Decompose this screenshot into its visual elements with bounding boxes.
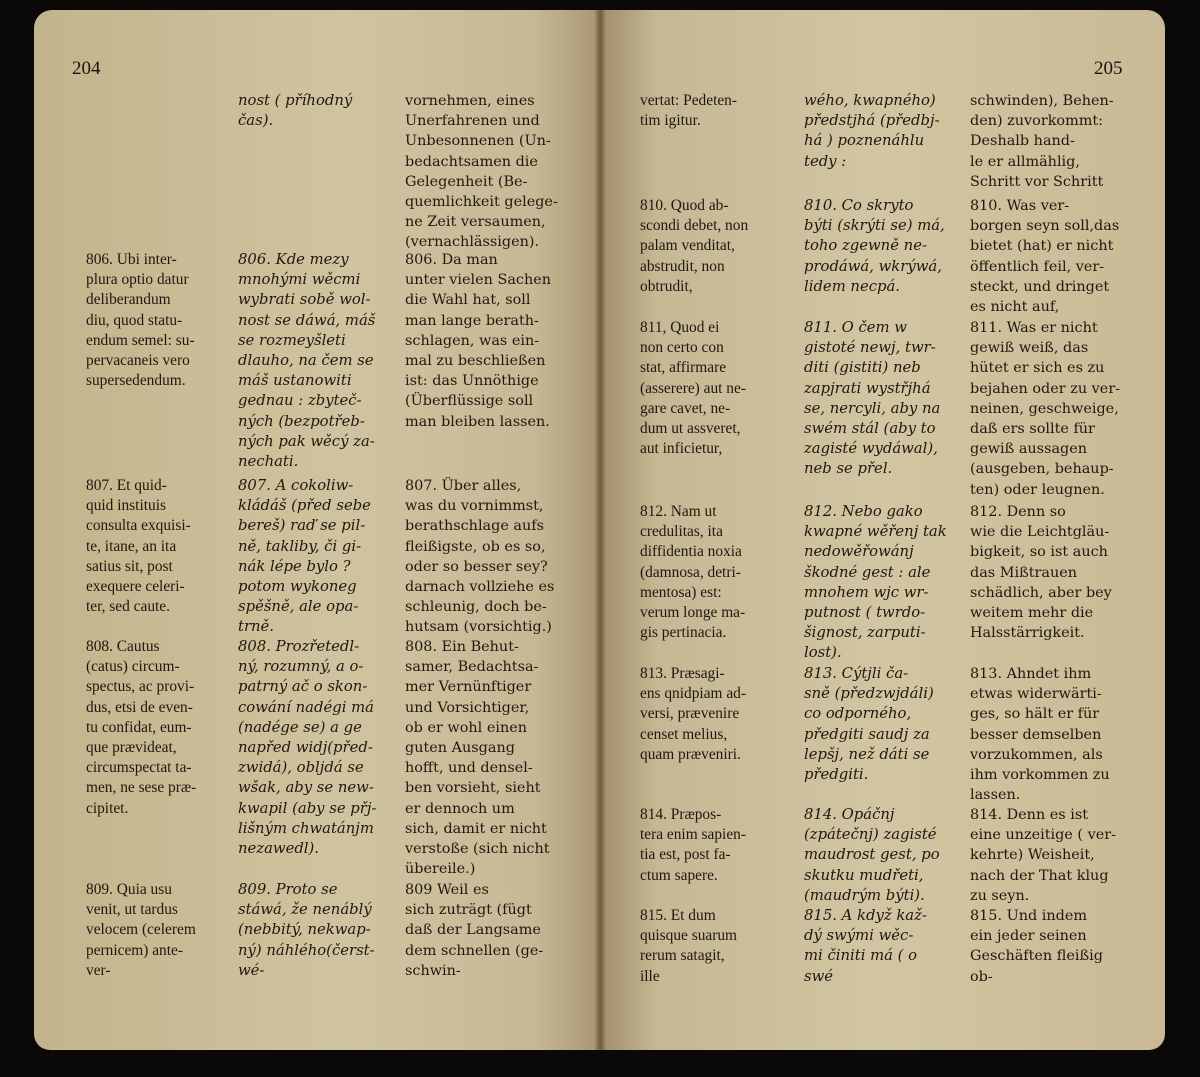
- text-line: zwidá), obljdá se: [238, 759, 364, 777]
- book-gutter: [594, 10, 606, 1050]
- text-line: gis pertinacia.: [640, 624, 727, 642]
- text-line: weitem mehr die: [970, 605, 1094, 622]
- text-line: ist: das Unnöthige: [405, 373, 539, 390]
- text-line: stáwá, že nenáblý: [238, 901, 372, 919]
- text-line: lepšj, než dáti se: [804, 745, 930, 763]
- text-line: prodáwá, wkrýwá,: [804, 257, 942, 275]
- text-line: wého, kwapného): [804, 92, 936, 109]
- text-line: 815. Et dum: [640, 907, 716, 924]
- text-line: 813. Præsagi-: [640, 665, 725, 682]
- text-line: deliberandum: [86, 291, 171, 309]
- text-line: maudrost gest, po: [804, 846, 940, 864]
- text-line: stat, affirmare: [640, 359, 727, 377]
- text-line: 811. O čem w: [804, 319, 907, 336]
- text-line: lišným chwatánjm: [238, 819, 374, 837]
- text-line: ných (bezpotřeb-: [238, 412, 365, 430]
- text-line: Halsstärrigkeit.: [970, 625, 1085, 642]
- text-line: was du vornimmst,: [405, 498, 544, 515]
- text-line: dý swými wěc-: [804, 927, 914, 945]
- text-line: censet melius,: [640, 725, 728, 743]
- text-line: napřed widj(před-: [238, 739, 373, 757]
- text-line: kehrte) Weisheit,: [970, 847, 1095, 864]
- entry-block: [640, 805, 800, 886]
- text-line: wé-: [238, 961, 265, 979]
- text-line: ný, rozumný, a o-: [238, 658, 364, 676]
- text-line: neinen, geschweige,: [970, 400, 1119, 417]
- text-line: tia est, post fa-: [640, 846, 731, 864]
- text-line: le er allmählig,: [970, 153, 1080, 170]
- entry-block: [405, 880, 568, 981]
- text-line: borgen seyn soll,das: [970, 218, 1120, 235]
- text-line: diffidentia noxia: [640, 543, 742, 561]
- text-line: 811, Quod ei: [640, 319, 720, 336]
- entry-block: [970, 906, 1132, 987]
- text-line: 809. Proto se: [238, 881, 338, 898]
- text-line: bedachtsamen die: [405, 153, 538, 170]
- text-line: übereile.): [405, 861, 476, 878]
- text-line: credulitas, ita: [640, 523, 723, 541]
- entry-block: [804, 805, 964, 906]
- text-line: toho zgewně ne-: [804, 237, 927, 255]
- text-line: que prævideat,: [86, 739, 177, 757]
- text-line: 812. Denn so: [970, 504, 1066, 520]
- entry-block: [970, 805, 1132, 906]
- text-line: supersedendum.: [86, 372, 186, 390]
- text-line: bereš) raď se pil-: [238, 517, 366, 535]
- text-line: (damnosa, detri-: [640, 563, 741, 581]
- text-line: ně, takliby, či gi-: [238, 537, 362, 555]
- left-latin-column: [86, 0, 234, 1077]
- text-line: aut inficietur,: [640, 440, 723, 458]
- entry-block: [86, 476, 234, 617]
- text-line: und Vorsichtiger,: [405, 699, 530, 716]
- text-line: se, nercyli, aby na: [804, 399, 941, 417]
- entry-block: [640, 664, 800, 765]
- text-line: máš ustanowiti: [238, 372, 352, 390]
- entry-block: [640, 906, 800, 987]
- text-line: öffentlich feil, ver-: [970, 258, 1105, 275]
- entry-block: [970, 318, 1132, 500]
- text-line: schwin-: [405, 962, 461, 979]
- text-line: swé: [804, 967, 834, 985]
- text-line: man bleiben lassen.: [405, 413, 550, 430]
- text-line: quemlichkeit gelege-: [405, 194, 558, 211]
- text-line: gistoté newj, twr-: [804, 339, 936, 357]
- text-line: (catus) circum-: [86, 658, 180, 676]
- text-line: vorzukommen, als: [970, 746, 1103, 763]
- text-line: tu confidat, eum-: [86, 718, 192, 736]
- text-line: es nicht auf,: [970, 299, 1060, 316]
- text-line: das Mißtrauen: [970, 564, 1077, 581]
- text-line: gewiß weiß, das: [970, 340, 1089, 357]
- text-line: schwinden), Behen-: [970, 93, 1114, 109]
- text-line: abstrudit, non: [640, 257, 725, 275]
- text-line: guten Ausgang: [405, 740, 515, 757]
- text-line: 809. Quia usu: [86, 881, 172, 898]
- text-line: eine unzeitige ( ver-: [970, 827, 1116, 844]
- text-line: 811. Was er nicht: [970, 320, 1098, 336]
- text-line: 815. Und indem: [970, 908, 1088, 924]
- text-line: 810. Quod ab-: [640, 197, 729, 214]
- text-line: 807. Et quid-: [86, 477, 167, 494]
- entry-block: [238, 880, 398, 981]
- text-line: hutsam (vorsichtig.): [405, 619, 552, 636]
- text-line: pervacaneis vero: [86, 352, 190, 370]
- text-line: ben vorsieht, sieht: [405, 780, 541, 797]
- text-line: šignost, zarputi-: [804, 624, 926, 642]
- text-line: ten) oder leugnen.: [970, 481, 1105, 498]
- text-line: 807. Über alles,: [405, 478, 522, 494]
- text-line: spěšně, ale opa-: [238, 598, 359, 616]
- text-line: 807. A cokoliw-: [238, 477, 354, 494]
- text-line: mentosa) est:: [640, 583, 722, 601]
- text-line: dum ut assveret,: [640, 420, 741, 438]
- entry-block: [238, 91, 398, 131]
- text-line: 806. Kde mezy: [238, 251, 349, 268]
- left-german-column: [405, 0, 568, 1077]
- right-page-number: 205: [1094, 58, 1123, 79]
- text-line: 810. Co skryto: [804, 197, 914, 214]
- text-line: vornehmen, eines: [405, 93, 535, 109]
- text-line: tedy :: [804, 152, 847, 170]
- text-line: circumspectat ta-: [86, 759, 192, 777]
- text-line: 814. Opáčnj: [804, 806, 895, 823]
- text-line: 813. Ahndet ihm: [970, 666, 1092, 682]
- text-line: 810. Was ver-: [970, 198, 1070, 214]
- text-line: tim igitur.: [640, 112, 701, 130]
- text-line: ctum sapere.: [640, 866, 718, 884]
- entry-block: [405, 637, 568, 879]
- text-line: sich zuträgt (fügt: [405, 902, 532, 919]
- right-czech-column: [804, 0, 964, 1077]
- text-line: předgiti saudj za: [804, 725, 930, 743]
- text-line: 808. Prozřetedl-: [238, 638, 360, 655]
- text-line: scondi debet, non: [640, 217, 749, 235]
- text-line: 808. Cautus: [86, 638, 160, 655]
- text-line: zapjrati wystřjhá: [804, 379, 931, 397]
- text-line: býti (skrýti se) má,: [804, 217, 945, 235]
- text-line: (Überflüssige soll: [405, 393, 534, 410]
- text-line: ob er wohl einen: [405, 719, 528, 736]
- text-line: non certo con: [640, 339, 724, 357]
- text-line: 809 Weil es: [405, 882, 489, 898]
- text-line: plura optio datur: [86, 271, 189, 289]
- text-line: mnohem wjc wr-: [804, 583, 929, 601]
- text-line: men, ne sese præ-: [86, 779, 197, 797]
- text-line: ný) náhlého(čerst-: [238, 941, 375, 959]
- entry-block: [405, 476, 568, 638]
- entry-block: [804, 91, 964, 172]
- text-line: mi činiti má ( o: [804, 947, 918, 965]
- text-line: dlauho, na čem se: [238, 352, 374, 370]
- entry-block: [970, 91, 1132, 192]
- text-line: wybrati sobě wol-: [238, 291, 371, 309]
- text-line: te, itane, an ita: [86, 537, 177, 555]
- text-line: mal zu beschließen: [405, 353, 546, 370]
- text-line: diti (gistiti) neb: [804, 359, 921, 377]
- text-line: kládáš (před sebe: [238, 497, 371, 515]
- text-line: diu, quod statu-: [86, 311, 183, 329]
- text-line: wie die Leichtgläu-: [970, 524, 1110, 541]
- text-line: vertat: Pedeten-: [640, 92, 738, 109]
- text-line: dus, etsi de even-: [86, 698, 193, 716]
- text-line: bejahen oder zu ver-: [970, 380, 1121, 397]
- text-line: velocem (celerem: [86, 921, 196, 939]
- text-line: ens qnidpiam ad-: [640, 685, 746, 703]
- text-line: 806. Da man: [405, 252, 498, 268]
- text-line: swém stál (aby to: [804, 420, 936, 438]
- text-line: cipitet.: [86, 799, 129, 817]
- text-line: venit, ut tardus: [86, 901, 178, 919]
- text-line: nost ( příhodný: [238, 92, 353, 109]
- text-line: nechati.: [238, 453, 299, 471]
- text-line: 806. Ubi inter-: [86, 251, 177, 268]
- entry-block: [804, 318, 964, 480]
- text-line: čas).: [238, 112, 274, 130]
- text-line: škodné gest : ale: [804, 563, 931, 581]
- entry-block: [238, 476, 398, 638]
- text-line: ných pak wěcý za-: [238, 432, 375, 450]
- text-line: quid instituis: [86, 497, 166, 515]
- entry-block: [804, 502, 964, 664]
- text-line: Unerfahrenen und: [405, 113, 540, 130]
- text-line: lassen.: [970, 787, 1021, 804]
- text-line: skutku mudřeti,: [804, 866, 924, 884]
- text-line: Deshalb hand-: [970, 133, 1075, 150]
- text-line: bigkeit, so ist auch: [970, 544, 1108, 561]
- text-line: ver-: [86, 961, 111, 979]
- text-line: se rozmeyšleti: [238, 331, 346, 349]
- text-line: sně (předzwjdáli): [804, 685, 934, 703]
- text-line: ein jeder seinen: [970, 928, 1087, 945]
- text-line: sich, damit er nicht: [405, 820, 547, 837]
- text-line: den) zuvorkommt:: [970, 113, 1104, 130]
- text-line: trně.: [238, 618, 275, 636]
- text-line: cowání nadégi má: [238, 698, 374, 716]
- text-line: quisque suarum: [640, 927, 738, 945]
- entry-block: [86, 637, 234, 819]
- text-line: man lange berath-: [405, 312, 539, 329]
- text-line: předstjhá (předbj-: [804, 112, 940, 130]
- text-line: 813. Cýtjli ča-: [804, 665, 909, 682]
- text-line: předgiti.: [804, 766, 869, 784]
- text-line: daß ers sollte für: [970, 421, 1095, 438]
- text-line: rerum satagit,: [640, 947, 725, 965]
- text-line: obtrudit,: [640, 277, 693, 295]
- text-line: (ausgeben, behaup-: [970, 461, 1114, 478]
- text-line: dem schnellen (ge-: [405, 942, 544, 959]
- text-line: 814. Denn es ist: [970, 807, 1089, 823]
- entry-block: [238, 637, 398, 859]
- text-line: ihm vorkommen zu: [970, 767, 1110, 784]
- text-line: satius sit, post: [86, 557, 173, 575]
- text-line: lidem necpá.: [804, 277, 900, 295]
- text-line: zu seyn.: [970, 887, 1030, 904]
- text-line: 812. Nam ut: [640, 503, 717, 520]
- text-line: (nebbitý, nekwap-: [238, 921, 371, 939]
- text-line: Gelegenheit (Be-: [405, 173, 528, 190]
- text-line: putnost ( twrdo-: [804, 604, 926, 622]
- text-line: daß der Langsame: [405, 922, 541, 939]
- text-line: kwapné wěřenj tak: [804, 523, 947, 541]
- text-line: gare cavet, ne-: [640, 399, 731, 417]
- entry-block: [970, 664, 1132, 805]
- entry-block: [804, 196, 964, 297]
- text-line: há ) poznenáhlu: [804, 132, 925, 150]
- text-line: besser demselben: [970, 726, 1102, 743]
- text-line: gednau : zbyteč-: [238, 392, 362, 410]
- text-line: unter vielen Sachen: [405, 272, 552, 289]
- text-line: mnohými wěcmi: [238, 271, 361, 289]
- entry-block: [405, 250, 568, 432]
- text-line: fleißigste, ob es so,: [405, 538, 546, 555]
- text-line: nezawedl).: [238, 840, 320, 858]
- entry-block: [640, 318, 800, 459]
- text-line: etwas widerwärti-: [970, 686, 1102, 703]
- text-line: Unbesonnenen (Un-: [405, 133, 551, 150]
- text-line: ges, so hält er für: [970, 706, 1100, 723]
- text-line: darnach vollziehe es: [405, 579, 555, 596]
- text-line: (vernachlässigen).: [405, 234, 540, 251]
- entry-block: [238, 250, 398, 472]
- text-line: er dennoch um: [405, 800, 515, 817]
- text-line: hütet er sich es zu: [970, 360, 1105, 377]
- text-line: schädlich, aber bey: [970, 584, 1112, 601]
- text-line: Geschäften fleißig: [970, 948, 1103, 965]
- text-line: (zpátečnj) zagisté: [804, 826, 937, 844]
- text-line: nach der That klug: [970, 867, 1109, 884]
- text-line: 815. A když kaž-: [804, 907, 927, 924]
- text-line: ter, sed caute.: [86, 598, 170, 616]
- text-line: schlagen, was ein-: [405, 332, 540, 349]
- entry-block: [86, 880, 234, 981]
- entry-block: [640, 196, 800, 297]
- text-line: lost).: [804, 644, 842, 662]
- text-line: potom wykoneg: [238, 578, 357, 596]
- text-line: co odporného,: [804, 705, 912, 723]
- text-line: consulta exquisi-: [86, 517, 191, 535]
- left-page-number: 204: [72, 58, 101, 79]
- text-line: quam præveniri.: [640, 745, 741, 763]
- text-line: pernicem) ante-: [86, 941, 183, 959]
- text-line: die Wahl hat, soll: [405, 292, 531, 309]
- text-line: nedowěřowánj: [804, 543, 914, 561]
- right-german-column: [970, 0, 1132, 1077]
- text-line: 814. Præpos-: [640, 806, 722, 823]
- text-line: wšak, aby se new-: [238, 779, 374, 797]
- text-line: exequere celeri-: [86, 578, 185, 596]
- text-line: berathschlage aufs: [405, 518, 544, 535]
- text-line: patrný ač o skon-: [238, 678, 368, 696]
- entry-block: [970, 196, 1132, 317]
- entry-block: [970, 502, 1132, 643]
- text-line: ille: [640, 967, 660, 985]
- text-line: zagisté wydáwal),: [804, 440, 938, 458]
- text-line: verum longe ma-: [640, 604, 746, 622]
- text-line: ob-: [970, 968, 993, 985]
- text-line: nák lépe bylo ?: [238, 557, 351, 575]
- text-line: oder so besser sey?: [405, 558, 548, 575]
- text-line: hofft, und densel-: [405, 760, 533, 777]
- text-line: (asserere) aut ne-: [640, 379, 746, 397]
- text-line: mer Vernünftiger: [405, 679, 532, 696]
- text-line: (maudrým býti).: [804, 886, 925, 904]
- text-line: neb se přel.: [804, 460, 893, 478]
- text-line: versi, prævenire: [640, 705, 740, 723]
- entry-block: [86, 250, 234, 391]
- text-line: spectus, ac provi-: [86, 678, 195, 696]
- text-line: ne Zeit versaumen,: [405, 214, 546, 231]
- text-line: nost se dáwá, máš: [238, 311, 376, 329]
- entry-block: [405, 91, 568, 253]
- text-line: samer, Bedachtsa-: [405, 659, 539, 676]
- entry-block: [640, 91, 800, 131]
- text-line: (nadége se) a ge: [238, 718, 362, 736]
- text-line: kwapil (aby se přj-: [238, 799, 377, 817]
- text-line: 808. Ein Behut-: [405, 639, 519, 655]
- text-line: endum semel: su-: [86, 331, 195, 349]
- entry-block: [640, 502, 800, 643]
- text-line: bietet (hat) er nicht: [970, 238, 1114, 255]
- text-line: steckt, und dringet: [970, 278, 1110, 295]
- text-line: verstoße (sich nicht: [405, 841, 550, 858]
- text-line: palam venditat,: [640, 237, 735, 255]
- left-czech-column: [238, 0, 398, 1077]
- right-latin-column: [640, 0, 800, 1077]
- text-line: 812. Nebo gako: [804, 503, 923, 520]
- text-line: gewiß aussagen: [970, 441, 1088, 458]
- entry-block: [804, 664, 964, 785]
- text-line: Schritt vor Schritt: [970, 173, 1104, 190]
- text-line: schleunig, doch be-: [405, 599, 547, 616]
- text-line: tera enim sapien-: [640, 826, 746, 844]
- entry-block: [804, 906, 964, 987]
